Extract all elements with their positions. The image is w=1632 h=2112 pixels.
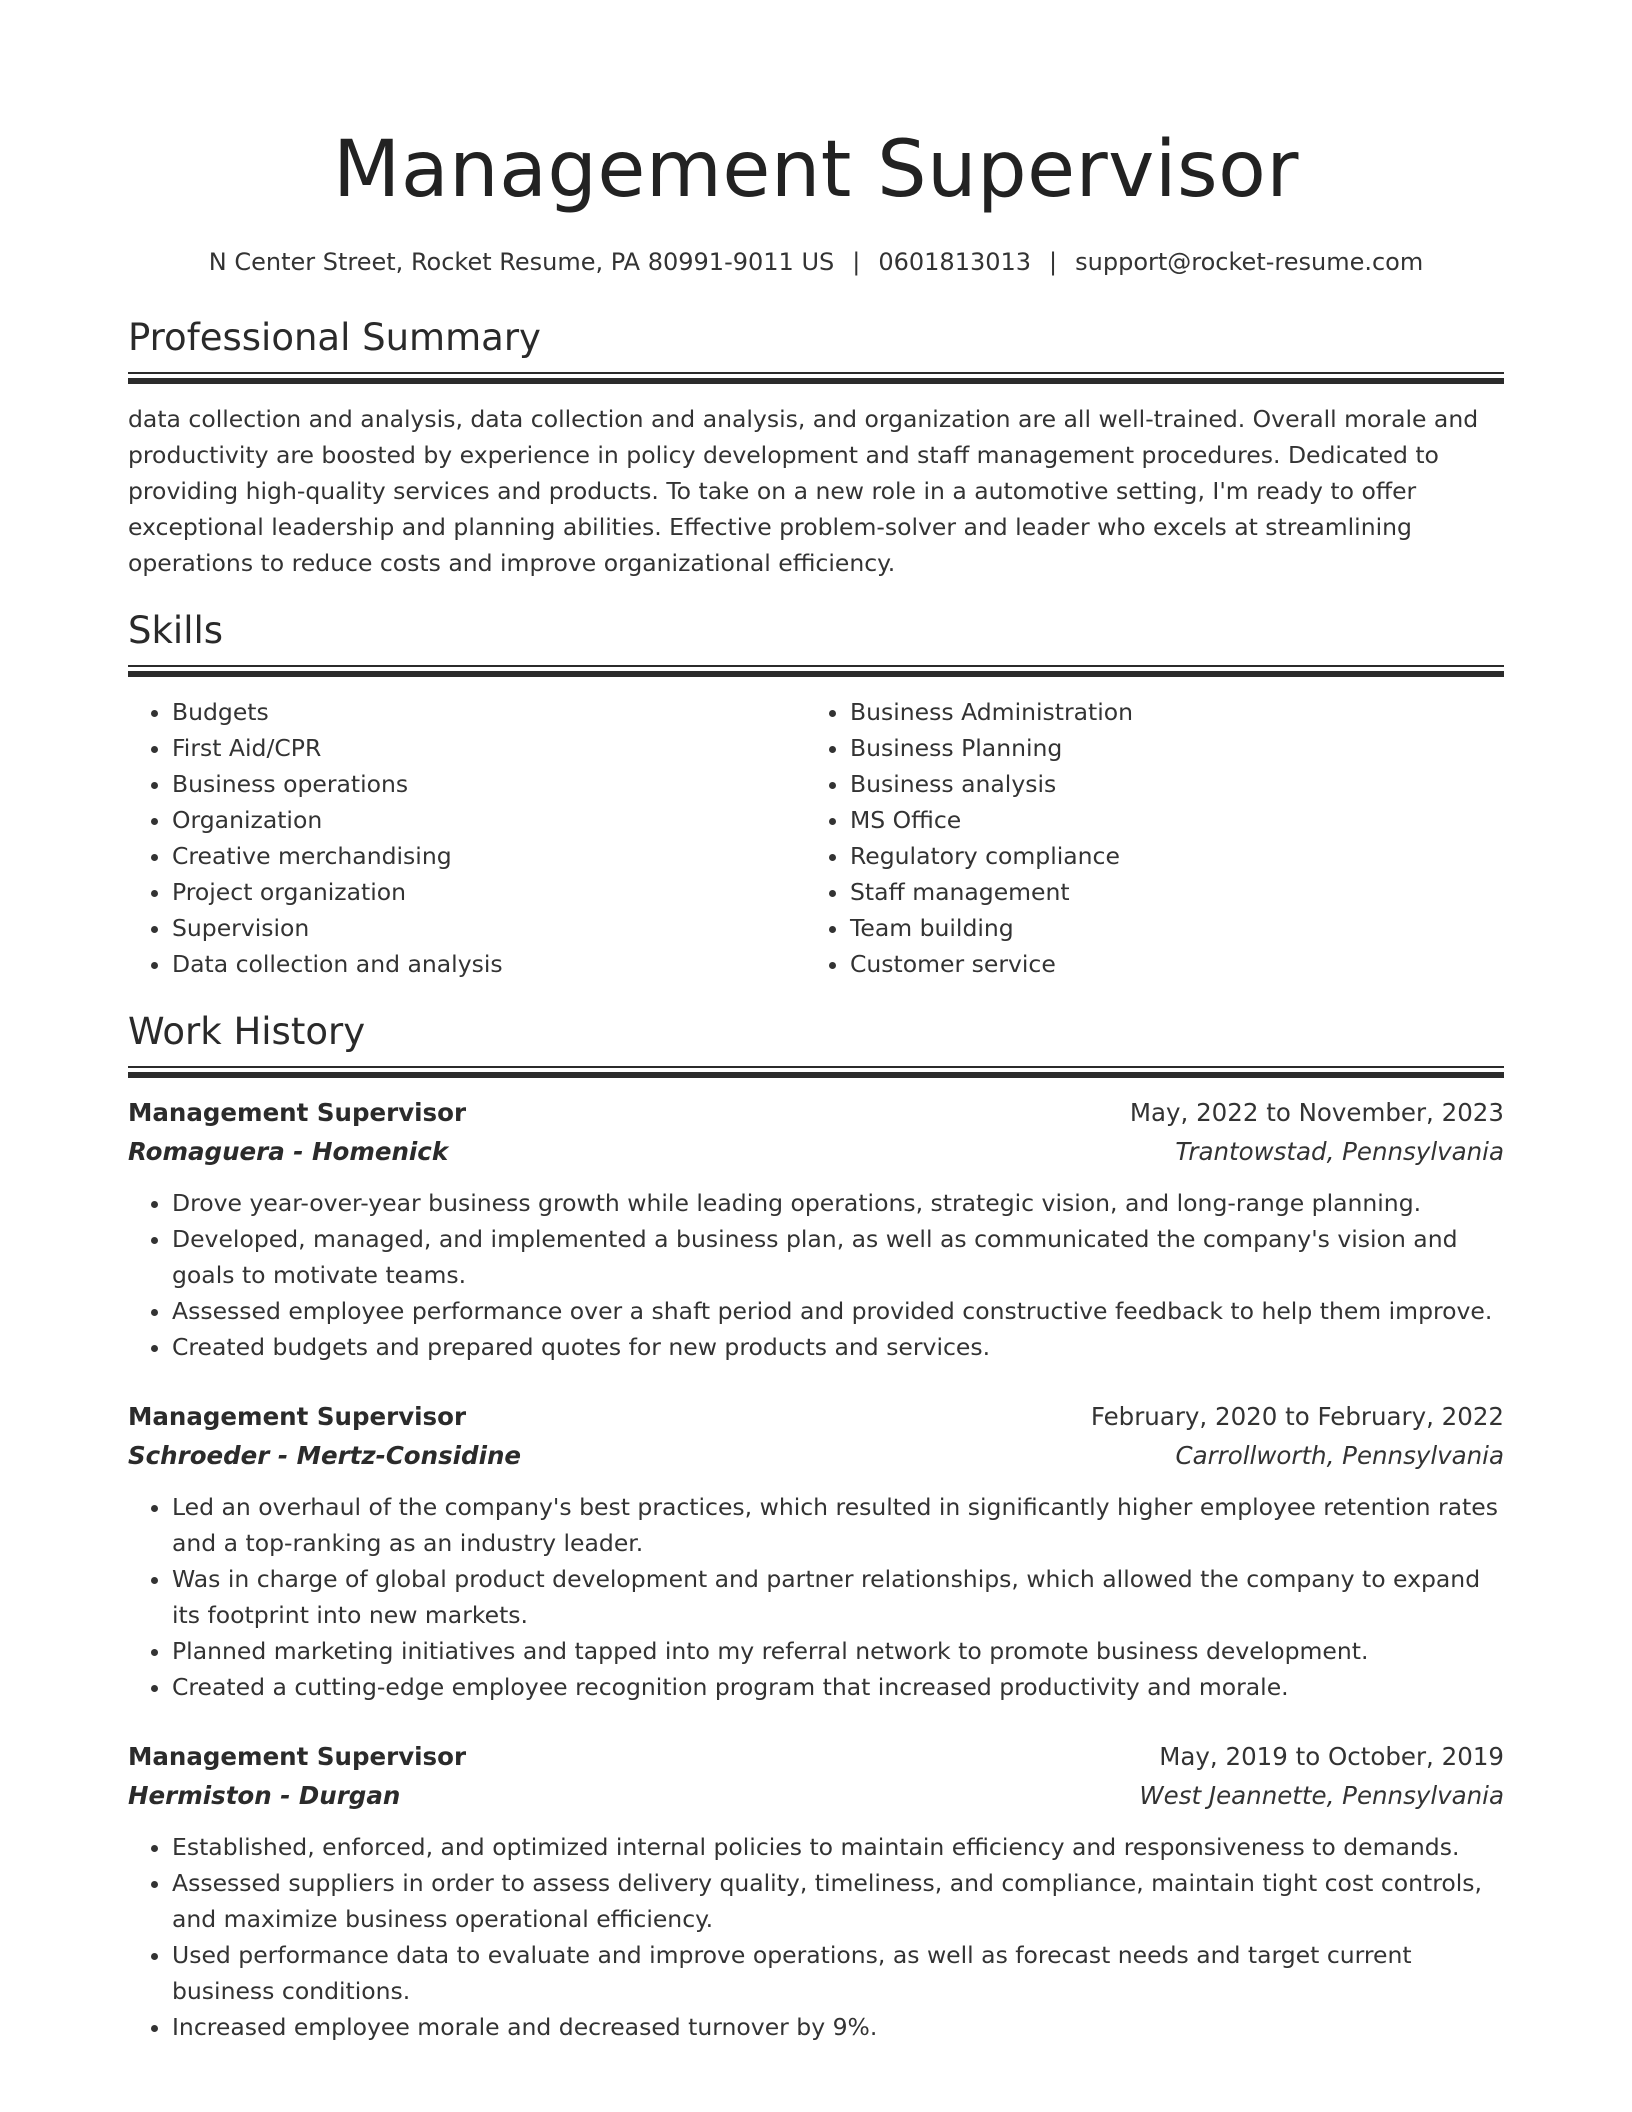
work-history-section bbox=[128, 1010, 1504, 2045]
job-company: Schroeder - Mertz-Considine bbox=[128, 1441, 522, 1470]
job-bullet: • Drove year-over-year business growth while leading operations, strategic vision, and long-range planning. bbox=[172, 1185, 1504, 1221]
job-bullet: • Was in charge of global product development and partner relationships, which allowed the company to expand its footprint into new markets. bbox=[172, 1561, 1504, 1633]
job-title: Management Supervisor bbox=[128, 1742, 467, 1771]
job-bullet: • Used performance data to evaluate and improve operations, as well as forecast needs and target current business conditions. bbox=[172, 1937, 1504, 2009]
work-history-title: Work History bbox=[128, 1010, 366, 1053]
job-company: Romaguera - Homenick bbox=[128, 1137, 449, 1166]
skill-item: • Business analysis bbox=[850, 766, 1484, 802]
skill-item: • Organization bbox=[172, 802, 806, 838]
job-title: Management Supervisor bbox=[128, 1402, 467, 1431]
section-divider bbox=[128, 1066, 1504, 1079]
skill-item: • Team building bbox=[850, 910, 1484, 946]
skill-item: • Project organization bbox=[172, 874, 806, 910]
candidate-name: Management Supervisor bbox=[333, 125, 1299, 215]
section-divider bbox=[128, 372, 1504, 385]
job-company: Hermiston - Durgan bbox=[128, 1781, 401, 1810]
skill-item: • Budgets bbox=[172, 694, 806, 730]
resume-page bbox=[128, 0, 1504, 2045]
job-bullet: • Created a cutting-edge employee recognition program that increased productivity and morale. bbox=[172, 1669, 1504, 1705]
summary-section bbox=[128, 316, 1504, 581]
job-bullets bbox=[128, 1185, 1504, 1365]
phone: 0601813013 bbox=[878, 248, 1032, 276]
skills-list-right bbox=[806, 694, 1484, 982]
job-dates: May, 2019 to October, 2019 bbox=[1159, 1742, 1504, 1771]
job-entry bbox=[128, 1093, 1504, 1365]
job-entry bbox=[128, 1737, 1504, 2045]
skill-item: • Customer service bbox=[850, 946, 1484, 982]
skills-list-left bbox=[128, 694, 806, 982]
job-header-row bbox=[128, 1737, 1504, 1776]
skill-item: • First Aid/CPR bbox=[172, 730, 806, 766]
email[interactable]: support@rocket-resume.com bbox=[1075, 248, 1424, 276]
address: N Center Street, Rocket Resume, PA 80991-9011 US bbox=[208, 248, 835, 276]
job-bullets bbox=[128, 1489, 1504, 1705]
section-divider bbox=[128, 665, 1504, 678]
job-dates: February, 2020 to February, 2022 bbox=[1090, 1402, 1504, 1431]
job-bullet: • Led an overhaul of the company's best practices, which resulted in significantly higher employee retention rates and a top-ranking as an industry leader. bbox=[172, 1489, 1504, 1561]
skills-section bbox=[128, 609, 1504, 982]
job-bullet: • Created budgets and prepared quotes for new products and services. bbox=[172, 1329, 1504, 1365]
job-location: Trantowstad, Pennsylvania bbox=[1175, 1137, 1504, 1166]
skills-column-left bbox=[128, 694, 806, 982]
job-company-row bbox=[128, 1132, 1504, 1171]
job-bullet: • Established, enforced, and optimized internal policies to maintain efficiency and responsiveness to demands. bbox=[172, 1829, 1504, 1865]
contact-line bbox=[128, 246, 1504, 278]
job-location: Carrollworth, Pennsylvania bbox=[1175, 1441, 1504, 1470]
job-company-row bbox=[128, 1776, 1504, 1815]
job-bullet: • Assessed suppliers in order to assess delivery quality, timeliness, and compliance, maintain tight cost controls, and maximize business operational efficiency. bbox=[172, 1865, 1504, 1937]
job-entry bbox=[128, 1397, 1504, 1705]
job-bullet: • Increased employee morale and decreased turnover by 9%. bbox=[172, 2009, 1504, 2045]
contact-separator: | bbox=[852, 248, 861, 276]
job-title: Management Supervisor bbox=[128, 1098, 467, 1127]
job-bullet: • Planned marketing initiatives and tapped into my referral network to promote business development. bbox=[172, 1633, 1504, 1669]
skill-item: • Business operations bbox=[172, 766, 806, 802]
summary-title: Professional Summary bbox=[128, 316, 541, 359]
skill-item: • Data collection and analysis bbox=[172, 946, 806, 982]
skill-item: • Creative merchandising bbox=[172, 838, 806, 874]
job-dates: May, 2022 to November, 2023 bbox=[1129, 1098, 1504, 1127]
skill-item: • MS Office bbox=[850, 802, 1484, 838]
job-bullet: • Assessed employee performance over a shaft period and provided constructive feedback to help them improve. bbox=[172, 1293, 1504, 1329]
skills-title: Skills bbox=[128, 609, 224, 652]
job-header-row bbox=[128, 1397, 1504, 1436]
skills-column-right bbox=[806, 694, 1484, 982]
summary-text: data collection and analysis, data collection and analysis, and organization are all well-trained. Overall morale and productivity are boosted by experience in policy development and staff management procedures. Dedicated to providing high-quality services and products. To take on a new role in a automotive setting, I'm ready to offer exceptional leadership and planning abilities. Effective problem-solver and leader who excels at streamlining operations to reduce costs and improve organizational efficiency. bbox=[128, 405, 1479, 577]
job-company-row bbox=[128, 1436, 1504, 1475]
skills-grid bbox=[128, 694, 1504, 982]
job-bullet: • Developed, managed, and implemented a business plan, as well as communicated the company's vision and goals to motivate teams. bbox=[172, 1221, 1504, 1293]
contact-separator: | bbox=[1049, 248, 1058, 276]
skill-item: • Business Planning bbox=[850, 730, 1484, 766]
job-bullets bbox=[128, 1829, 1504, 2045]
skill-item: • Staff management bbox=[850, 874, 1484, 910]
skill-item: • Business Administration bbox=[850, 694, 1484, 730]
skill-item: • Supervision bbox=[172, 910, 806, 946]
job-location: West Jeannette, Pennsylvania bbox=[1139, 1781, 1504, 1810]
job-header-row bbox=[128, 1093, 1504, 1132]
skill-item: • Regulatory compliance bbox=[850, 838, 1484, 874]
